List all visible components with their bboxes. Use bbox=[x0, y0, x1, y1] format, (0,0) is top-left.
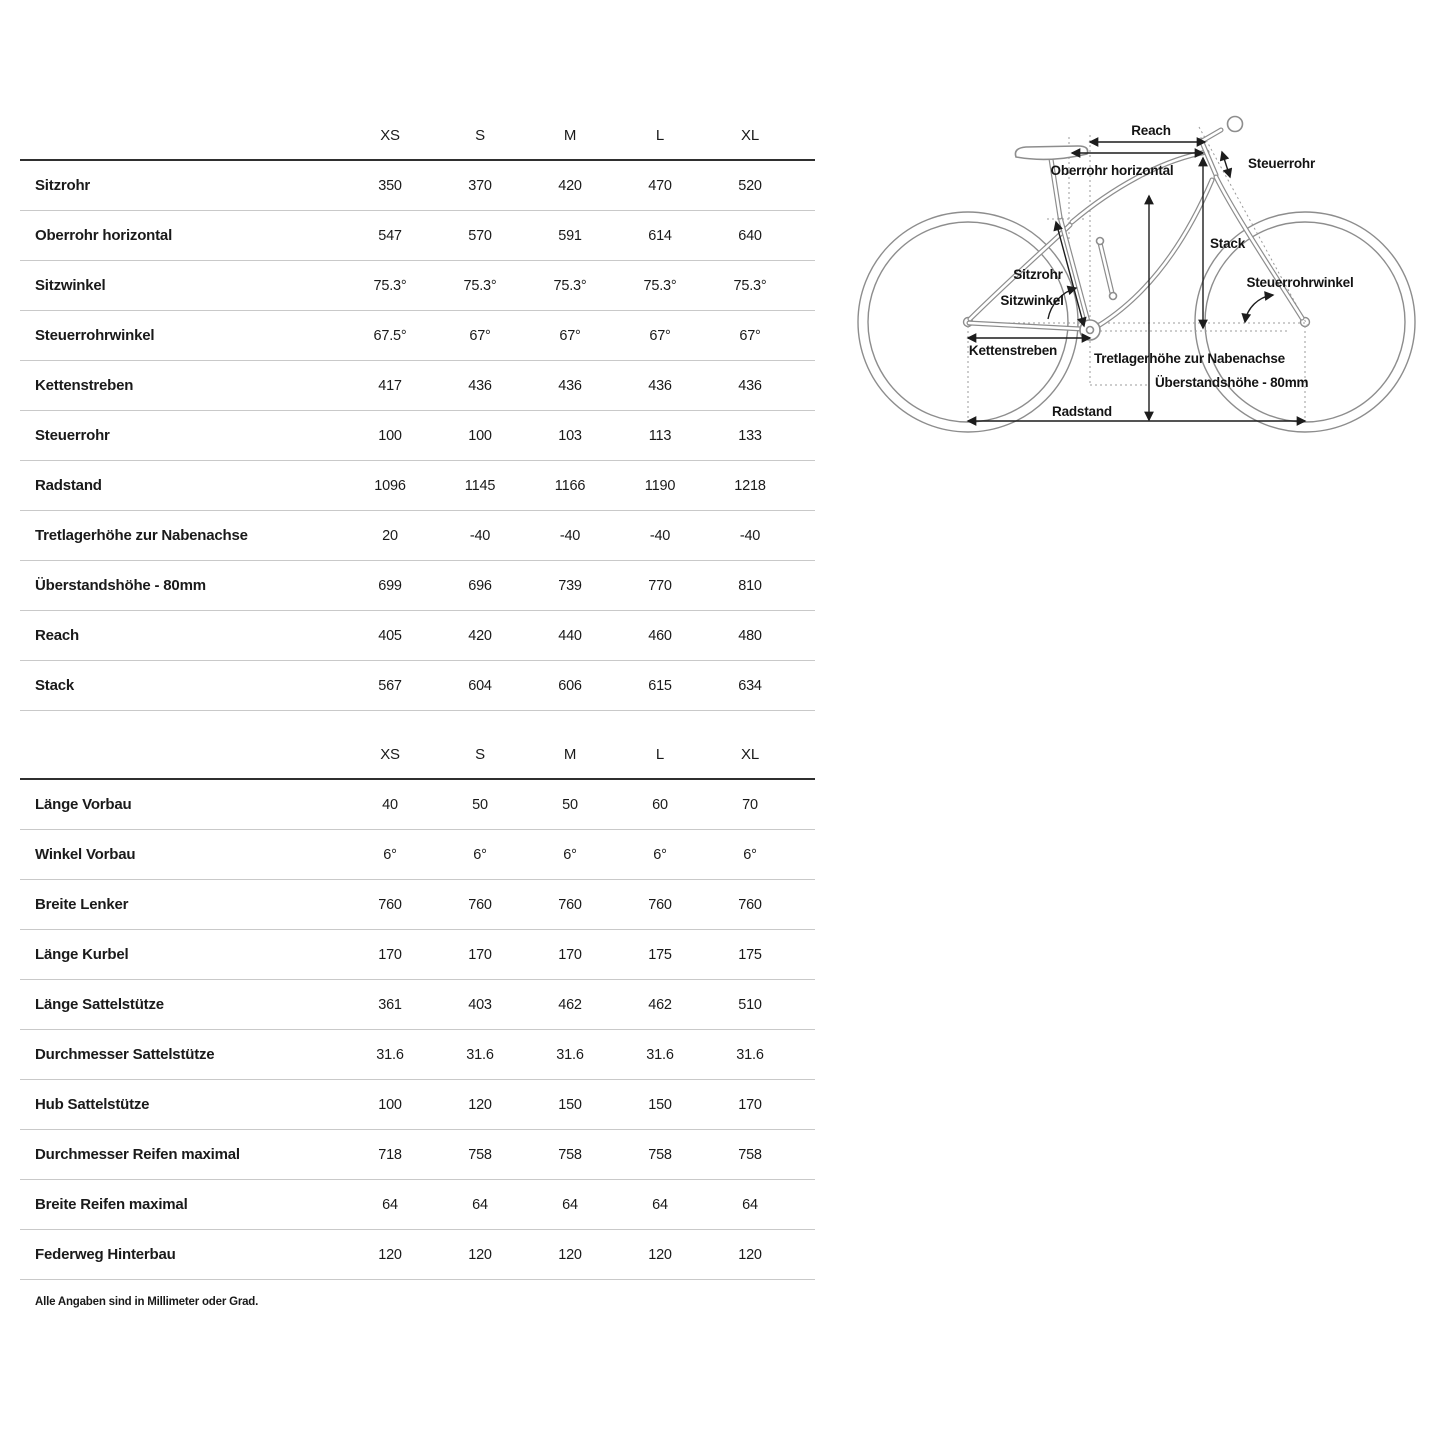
row-value: 460 bbox=[648, 627, 672, 644]
row-value: 591 bbox=[558, 227, 582, 244]
row-label: Steuerrohrwinkel bbox=[35, 327, 155, 344]
row-value: 31.6 bbox=[466, 1046, 494, 1063]
row-label: Hub Sattelstütze bbox=[35, 1096, 150, 1113]
row-value: 67° bbox=[649, 327, 671, 344]
row-value: 175 bbox=[648, 946, 672, 963]
diagram-label-steuerrohr: Steuerrohr bbox=[1248, 156, 1316, 171]
row-value: 436 bbox=[558, 377, 582, 394]
row-value: 810 bbox=[738, 577, 762, 594]
row-value: 64 bbox=[742, 1196, 758, 1213]
row-value: -40 bbox=[649, 527, 671, 544]
row-value: 696 bbox=[468, 577, 492, 594]
column-header: XL bbox=[741, 126, 759, 144]
row-value: 760 bbox=[378, 896, 402, 913]
row-value: 150 bbox=[648, 1096, 672, 1113]
row-label: Breite Lenker bbox=[35, 896, 129, 913]
row-value: 100 bbox=[378, 427, 402, 444]
table-row bbox=[20, 611, 815, 661]
row-value: 6° bbox=[473, 846, 487, 863]
row-value: 6° bbox=[743, 846, 757, 863]
row-value: 75.3° bbox=[643, 277, 677, 294]
row-label: Federweg Hinterbau bbox=[35, 1246, 176, 1263]
row-label: Länge Sattelstütze bbox=[35, 996, 164, 1013]
row-value: 758 bbox=[648, 1146, 672, 1163]
row-value: 75.3° bbox=[553, 277, 587, 294]
row-value: 436 bbox=[648, 377, 672, 394]
row-value: 604 bbox=[468, 677, 492, 694]
row-value: 67° bbox=[469, 327, 491, 344]
row-value: 170 bbox=[738, 1096, 762, 1113]
row-value: 31.6 bbox=[376, 1046, 404, 1063]
row-value: 67° bbox=[559, 327, 581, 344]
table-row bbox=[20, 1230, 815, 1280]
row-value: 420 bbox=[558, 177, 582, 194]
row-value: 1190 bbox=[644, 477, 676, 494]
column-header: XS bbox=[380, 745, 400, 763]
table-row bbox=[20, 930, 815, 980]
row-value: 31.6 bbox=[646, 1046, 674, 1063]
column-header: XS bbox=[380, 126, 400, 144]
row-value: 170 bbox=[378, 946, 402, 963]
table-row bbox=[20, 980, 815, 1030]
table-row bbox=[20, 261, 815, 311]
row-value: 758 bbox=[468, 1146, 492, 1163]
row-value: 64 bbox=[652, 1196, 668, 1213]
row-value: 760 bbox=[738, 896, 762, 913]
table-row bbox=[20, 461, 815, 511]
row-value: 350 bbox=[378, 177, 402, 194]
row-value: 462 bbox=[558, 996, 582, 1013]
row-label: Reach bbox=[35, 627, 80, 644]
column-header: L bbox=[655, 126, 665, 144]
diagram-label-kettenstreben: Kettenstreben bbox=[968, 343, 1058, 358]
row-label: Breite Reifen maximal bbox=[35, 1196, 188, 1213]
row-value: 50 bbox=[562, 796, 578, 813]
row-value: 6° bbox=[563, 846, 577, 863]
table-row bbox=[20, 161, 815, 211]
row-value: 520 bbox=[738, 177, 762, 194]
table-row bbox=[20, 1130, 815, 1180]
row-value: 436 bbox=[738, 377, 762, 394]
row-value: 75.3° bbox=[733, 277, 767, 294]
table-row bbox=[20, 1080, 815, 1130]
row-label: Winkel Vorbau bbox=[35, 846, 136, 863]
row-label: Kettenstreben bbox=[35, 377, 134, 394]
row-value: 615 bbox=[648, 677, 672, 694]
row-label: Radstand bbox=[35, 477, 102, 494]
row-value: 1218 bbox=[734, 477, 766, 494]
row-value: 1166 bbox=[554, 477, 586, 494]
column-header: L bbox=[655, 745, 665, 763]
row-value: 739 bbox=[558, 577, 582, 594]
row-value: 75.3° bbox=[463, 277, 497, 294]
row-value: 718 bbox=[378, 1146, 402, 1163]
diagram-label-tretlagerhoehe: Tretlagerhöhe zur Nabenachse bbox=[1094, 351, 1285, 366]
row-value: 120 bbox=[648, 1246, 672, 1263]
row-value: 1145 bbox=[464, 477, 496, 494]
row-label: Tretlagerhöhe zur Nabenachse bbox=[35, 527, 248, 544]
row-label: Steuerrohr bbox=[35, 427, 110, 444]
row-label: Länge Vorbau bbox=[35, 796, 132, 813]
table-row bbox=[20, 880, 815, 930]
table-row bbox=[20, 661, 815, 711]
column-header: M bbox=[563, 126, 577, 144]
row-label: Sitzrohr bbox=[35, 177, 91, 194]
table-row bbox=[20, 311, 815, 361]
table-row bbox=[20, 780, 815, 830]
diagram-label-sitzwinkel: Sitzwinkel bbox=[1000, 293, 1064, 308]
row-value: 67.5° bbox=[373, 327, 407, 344]
row-label: Durchmesser Sattelstütze bbox=[35, 1046, 215, 1063]
row-value: 120 bbox=[558, 1246, 582, 1263]
handlebar-grip bbox=[1228, 117, 1243, 132]
row-value: 420 bbox=[468, 627, 492, 644]
row-value: 770 bbox=[648, 577, 672, 594]
components-table bbox=[20, 730, 815, 1280]
row-value: 64 bbox=[562, 1196, 578, 1213]
table-row bbox=[20, 411, 815, 461]
diagram-label-oberrohr: Oberrohr horizontal bbox=[1050, 163, 1174, 178]
row-value: 120 bbox=[468, 1246, 492, 1263]
row-value: -40 bbox=[559, 527, 581, 544]
row-value: 175 bbox=[738, 946, 762, 963]
column-header: M bbox=[563, 745, 577, 763]
row-value: 113 bbox=[648, 427, 672, 444]
row-value: 480 bbox=[738, 627, 762, 644]
row-value: 640 bbox=[738, 227, 762, 244]
row-value: 462 bbox=[648, 996, 672, 1013]
column-header: S bbox=[475, 126, 485, 144]
table-row bbox=[20, 361, 815, 411]
geometry-table bbox=[20, 111, 815, 711]
row-value: -40 bbox=[739, 527, 761, 544]
column-header: S bbox=[475, 745, 485, 763]
row-value: 470 bbox=[648, 177, 672, 194]
row-value: 614 bbox=[648, 227, 672, 244]
row-value: 760 bbox=[558, 896, 582, 913]
row-value: 1096 bbox=[374, 477, 406, 494]
row-value: 699 bbox=[378, 577, 402, 594]
row-value: 634 bbox=[738, 677, 762, 694]
table-header-row bbox=[20, 111, 815, 161]
row-value: 100 bbox=[378, 1096, 402, 1113]
row-value: 760 bbox=[648, 896, 672, 913]
footnote: Alle Angaben sind in Millimeter oder Grad. bbox=[35, 1296, 259, 1308]
row-value: 436 bbox=[468, 377, 492, 394]
row-value: 567 bbox=[378, 677, 402, 694]
row-value: 403 bbox=[468, 996, 492, 1013]
row-value: 758 bbox=[738, 1146, 762, 1163]
row-value: 120 bbox=[468, 1096, 492, 1113]
row-value: 31.6 bbox=[736, 1046, 764, 1063]
row-value: 440 bbox=[558, 627, 582, 644]
table-row bbox=[20, 561, 815, 611]
table-row bbox=[20, 1180, 815, 1230]
row-value: 170 bbox=[558, 946, 582, 963]
row-value: 67° bbox=[739, 327, 761, 344]
row-value: 6° bbox=[383, 846, 397, 863]
row-value: 760 bbox=[468, 896, 492, 913]
row-value: 606 bbox=[558, 677, 582, 694]
row-value: 20 bbox=[382, 527, 398, 544]
row-value: 370 bbox=[468, 177, 492, 194]
diagram-label-reach: Reach bbox=[1131, 123, 1171, 138]
diagram-label-steuerrohrwinkel: Steuerrohrwinkel bbox=[1246, 275, 1354, 290]
table-row bbox=[20, 511, 815, 561]
row-value: 103 bbox=[558, 427, 582, 444]
row-label: Überstandshöhe - 80mm bbox=[35, 577, 206, 594]
row-value: 6° bbox=[653, 846, 667, 863]
row-value: 570 bbox=[468, 227, 492, 244]
row-value: 40 bbox=[382, 796, 398, 813]
row-value: 417 bbox=[378, 377, 402, 394]
table-header-row bbox=[20, 730, 815, 780]
row-value: 150 bbox=[558, 1096, 582, 1113]
shock-mount-lower bbox=[1110, 293, 1117, 300]
row-value: 758 bbox=[558, 1146, 582, 1163]
row-value: 510 bbox=[738, 996, 762, 1013]
spec-tables bbox=[20, 111, 815, 1308]
row-label: Stack bbox=[35, 677, 75, 694]
row-value: 170 bbox=[468, 946, 492, 963]
row-value: 60 bbox=[652, 796, 668, 813]
row-label: Sitzwinkel bbox=[35, 277, 106, 294]
row-value: 50 bbox=[472, 796, 488, 813]
diagram-label-stack: Stack bbox=[1210, 236, 1246, 251]
diagram-label-sitzrohr: Sitzrohr bbox=[1013, 267, 1063, 282]
row-value: 64 bbox=[382, 1196, 398, 1213]
diagram-label-ueberstandshoehe: Überstandshöhe - 80mm bbox=[1155, 375, 1309, 390]
diagram-label-radstand: Radstand bbox=[1052, 404, 1112, 419]
row-value: -40 bbox=[469, 527, 491, 544]
row-value: 100 bbox=[468, 427, 492, 444]
row-label: Länge Kurbel bbox=[35, 946, 129, 963]
row-label: Oberrohr horizontal bbox=[35, 227, 173, 244]
row-value: 133 bbox=[738, 427, 762, 444]
bike-geometry-diagram bbox=[850, 95, 1440, 460]
row-value: 120 bbox=[378, 1246, 402, 1263]
row-value: 64 bbox=[472, 1196, 488, 1213]
row-value: 361 bbox=[378, 996, 402, 1013]
row-value: 75.3° bbox=[373, 277, 407, 294]
table-row bbox=[20, 1030, 815, 1080]
row-label: Durchmesser Reifen maximal bbox=[35, 1146, 240, 1163]
row-value: 405 bbox=[378, 627, 402, 644]
table-row bbox=[20, 211, 815, 261]
table-row bbox=[20, 830, 815, 880]
shock-mount-upper bbox=[1097, 238, 1104, 245]
row-value: 547 bbox=[378, 227, 402, 244]
row-value: 70 bbox=[742, 796, 758, 813]
row-value: 120 bbox=[738, 1246, 762, 1263]
column-header: XL bbox=[741, 745, 759, 763]
row-value: 31.6 bbox=[556, 1046, 584, 1063]
